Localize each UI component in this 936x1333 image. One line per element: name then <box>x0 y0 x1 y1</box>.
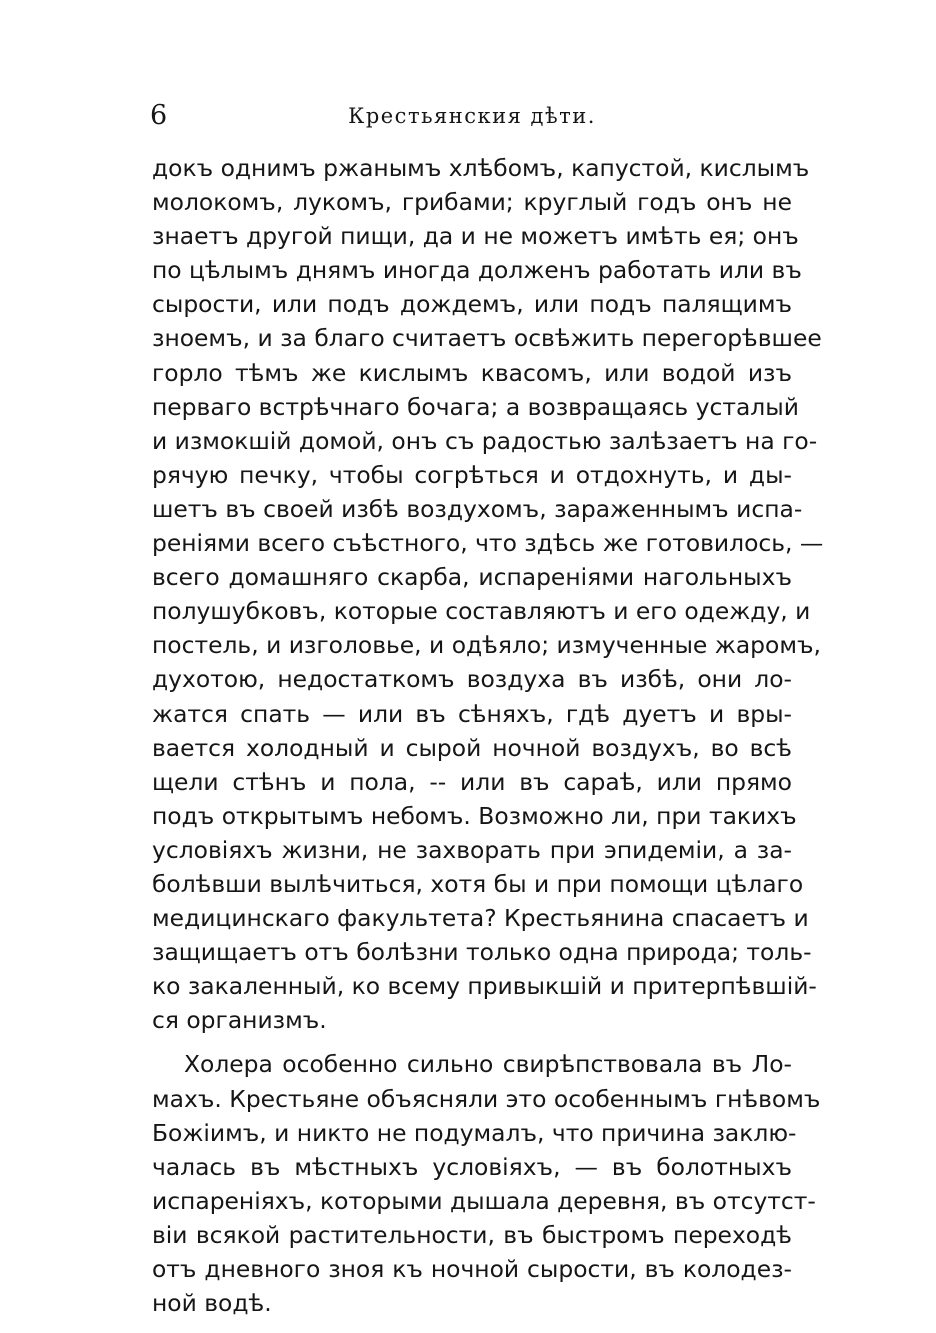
text-line: ной водѣ. <box>152 1289 272 1318</box>
text-line: полушубковъ, которые составляютъ и его одежду, и <box>152 597 811 626</box>
text-line: отъ дневного зноя къ ночной сырости, въ колодез- <box>152 1255 792 1283</box>
text-line: по цѣлымъ днямъ иногда долженъ работать или въ <box>152 256 802 285</box>
text-line: докъ однимъ ржанымъ хлѣбомъ, капустой, кислымъ <box>152 154 810 182</box>
body-text <box>152 151 824 1320</box>
text-line: сырости, или подъ дождемъ, или подъ палящимъ <box>152 290 792 319</box>
text-line: шетъ въ своей избѣ воздухомъ, зараженнымъ испа- <box>152 494 803 523</box>
text-line: перваго встрѣчнаго бочага; а возвращаясь усталый <box>152 392 799 421</box>
page-number: 6 <box>150 100 168 131</box>
text-line: рячую печку, чтобы согрѣться и отдохнуть, и ды- <box>152 460 792 489</box>
text-line: зноемъ, и за благо считаетъ освѣжить перегорѣвшее <box>152 324 822 353</box>
paragraph-1 <box>152 151 824 1037</box>
text-line: постель, и изголовье, и одѣяло; измученные жаромъ, <box>152 631 821 660</box>
text-line: ся организмъ. <box>152 1006 327 1035</box>
text-line: и измокшій домой, онъ съ радостью залѣзаетъ на го- <box>152 426 818 455</box>
text-line: медицинскаго факультета? Крестьянина спасаетъ и <box>152 904 809 933</box>
text-line: щели стѣнъ и пола, -- или въ сараѣ, или прямо <box>152 767 792 796</box>
page-header <box>150 98 794 138</box>
text-line: Божіимъ, и никто не подумалъ, что причина заклю- <box>152 1118 797 1147</box>
text-line: вается холодный и сырой ночной воздухъ, во всѣ <box>152 733 792 762</box>
text-line: подъ открытымъ небомъ. Возможно ли, при такихъ <box>152 801 797 830</box>
paragraph-2 <box>152 1047 821 1320</box>
text-line: Холера особенно сильно свирѣпствовала въ Ло- <box>184 1050 792 1079</box>
text-line: реніями всего съѣстного, что здѣсь же готовилось, — <box>152 529 824 558</box>
text-line: горло тѣмъ же кислымъ квасомъ, или водой изъ <box>152 358 792 387</box>
text-line: знаетъ другой пищи, да и не можетъ имѣть ея; онъ <box>152 222 799 251</box>
text-line: молокомъ, лукомъ, грибами; круглый годъ онъ не <box>152 188 792 217</box>
text-line: защищаетъ отъ болѣзни только одна природа; толь- <box>152 938 812 967</box>
text-line: болѣвши вылѣчиться, хотя бы и при помощи цѣлаго <box>152 869 804 898</box>
running-title: Крестьянския дѣти. <box>348 104 596 128</box>
text-line: всего домашняго скарба, испареніями нагольныхъ <box>152 563 792 592</box>
text-line: віи всякой растительности, въ быстромъ переходѣ <box>152 1220 792 1249</box>
text-line: махъ. Крестьяне объясняли это особеннымъ гнѣвомъ <box>152 1084 821 1113</box>
text-line: жатся спать — или въ сѣняхъ, гдѣ дуетъ и вры- <box>152 699 792 728</box>
text-line: испареніяхъ, которыми дышала деревня, въ отсутст- <box>152 1186 816 1215</box>
text-line: условіяхъ жизни, не захворать при эпидеміи, а за- <box>152 835 792 864</box>
text-line: духотою, недостаткомъ воздуха въ избѣ, они ло- <box>152 665 792 694</box>
text-line: ко закаленный, ко всему привыкшій и притерпѣвшій- <box>152 972 817 1001</box>
text-line: чалась въ мѣстныхъ условіяхъ, — въ болотныхъ <box>152 1152 792 1181</box>
